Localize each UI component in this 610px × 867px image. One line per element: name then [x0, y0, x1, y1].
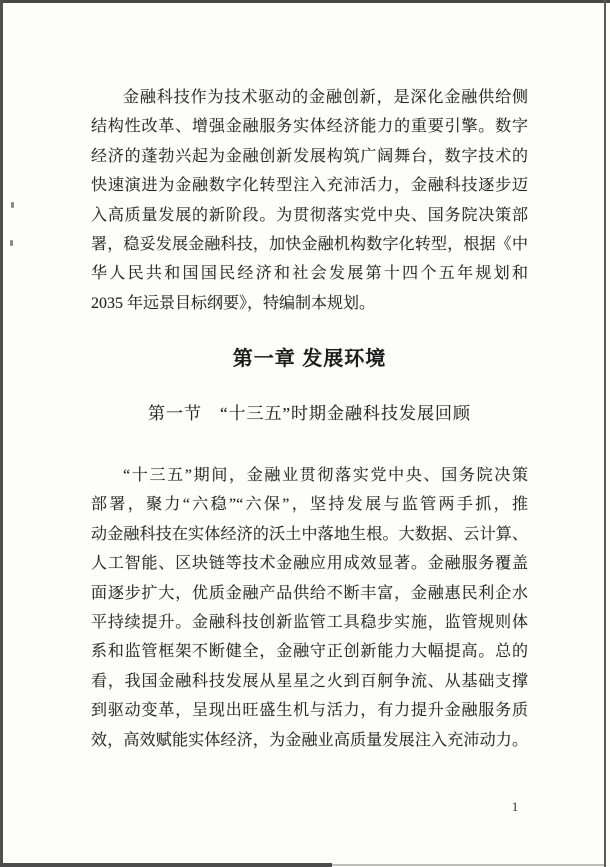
- chapter-heading: 第一章 发展环境: [232, 348, 387, 370]
- review-line: 部署，聚力“六稳”“六保”，坚持发展与监管两手抓，推: [91, 496, 528, 514]
- review-line: 平持续提升。金融科技创新监管工具稳步实施，监管规则体: [91, 613, 528, 631]
- intro-line: 署，稳妥发展金融科技，加快金融机构数字化转型，根据《中: [91, 235, 528, 253]
- review-line: 动金融科技在实体经济的沃土中落地生根。大数据、云计算、: [91, 525, 528, 543]
- scan-speck: [10, 240, 13, 246]
- review-paragraph: [91, 461, 528, 755]
- intro-line: 2035 年远景目标纲要》，特编制本规划。: [91, 294, 376, 312]
- scan-edge-right: [604, 0, 606, 867]
- intro-line: 结构性改革、增强金融服务实体经济能力的重要引擎。数字: [91, 118, 528, 136]
- review-line: 效，高效赋能实体经济，为金融业高质量发展注入充沛动力。: [91, 731, 528, 749]
- scan-edge-top: [0, 0, 610, 3]
- review-line: 到驱动变革，呈现出旺盛生机与活力，有力提升金融服务质: [91, 702, 528, 720]
- review-line: 人工智能、区块链等技术金融应用成效显著。金融服务覆盖: [91, 555, 528, 573]
- scan-edge-left: [0, 0, 3, 867]
- intro-line: 入高质量发展的新阶段。为贯彻落实党中央、国务院决策部: [91, 206, 528, 224]
- intro-line: 快速演进为金融数字化转型注入充沛活力，金融科技逐步迈: [91, 177, 528, 195]
- scan-speck: [11, 202, 14, 208]
- scan-edge-bottom-faint: [332, 864, 604, 866]
- review-line: 系和监管框架不断健全，金融守正创新能力大幅提高。总的: [91, 643, 528, 661]
- section-heading: 第一节 “十三五”时期金融科技发展回顾: [147, 404, 472, 423]
- intro-paragraph: [91, 83, 528, 318]
- intro-line: 华人民共和国国民经济和社会发展第十四个五年规划和: [91, 265, 528, 283]
- review-line: “十三五”期间，金融业贯彻落实党中央、国务院决策: [123, 467, 528, 484]
- review-line: 看，我国金融科技发展从星星之火到百舸争流、从基础支撑: [91, 672, 528, 690]
- scan-edge-bottom: [0, 863, 332, 867]
- intro-line: 经济的蓬勃兴起为金融创新发展构筑广阔舞台，数字技术的: [91, 147, 528, 165]
- intro-line: 金融科技作为技术驱动的金融创新，是深化金融供给侧: [123, 89, 528, 106]
- review-line: 面逐步扩大，优质金融产品供给不断丰富，金融惠民利企水: [91, 584, 528, 602]
- page-number: 1: [511, 799, 519, 814]
